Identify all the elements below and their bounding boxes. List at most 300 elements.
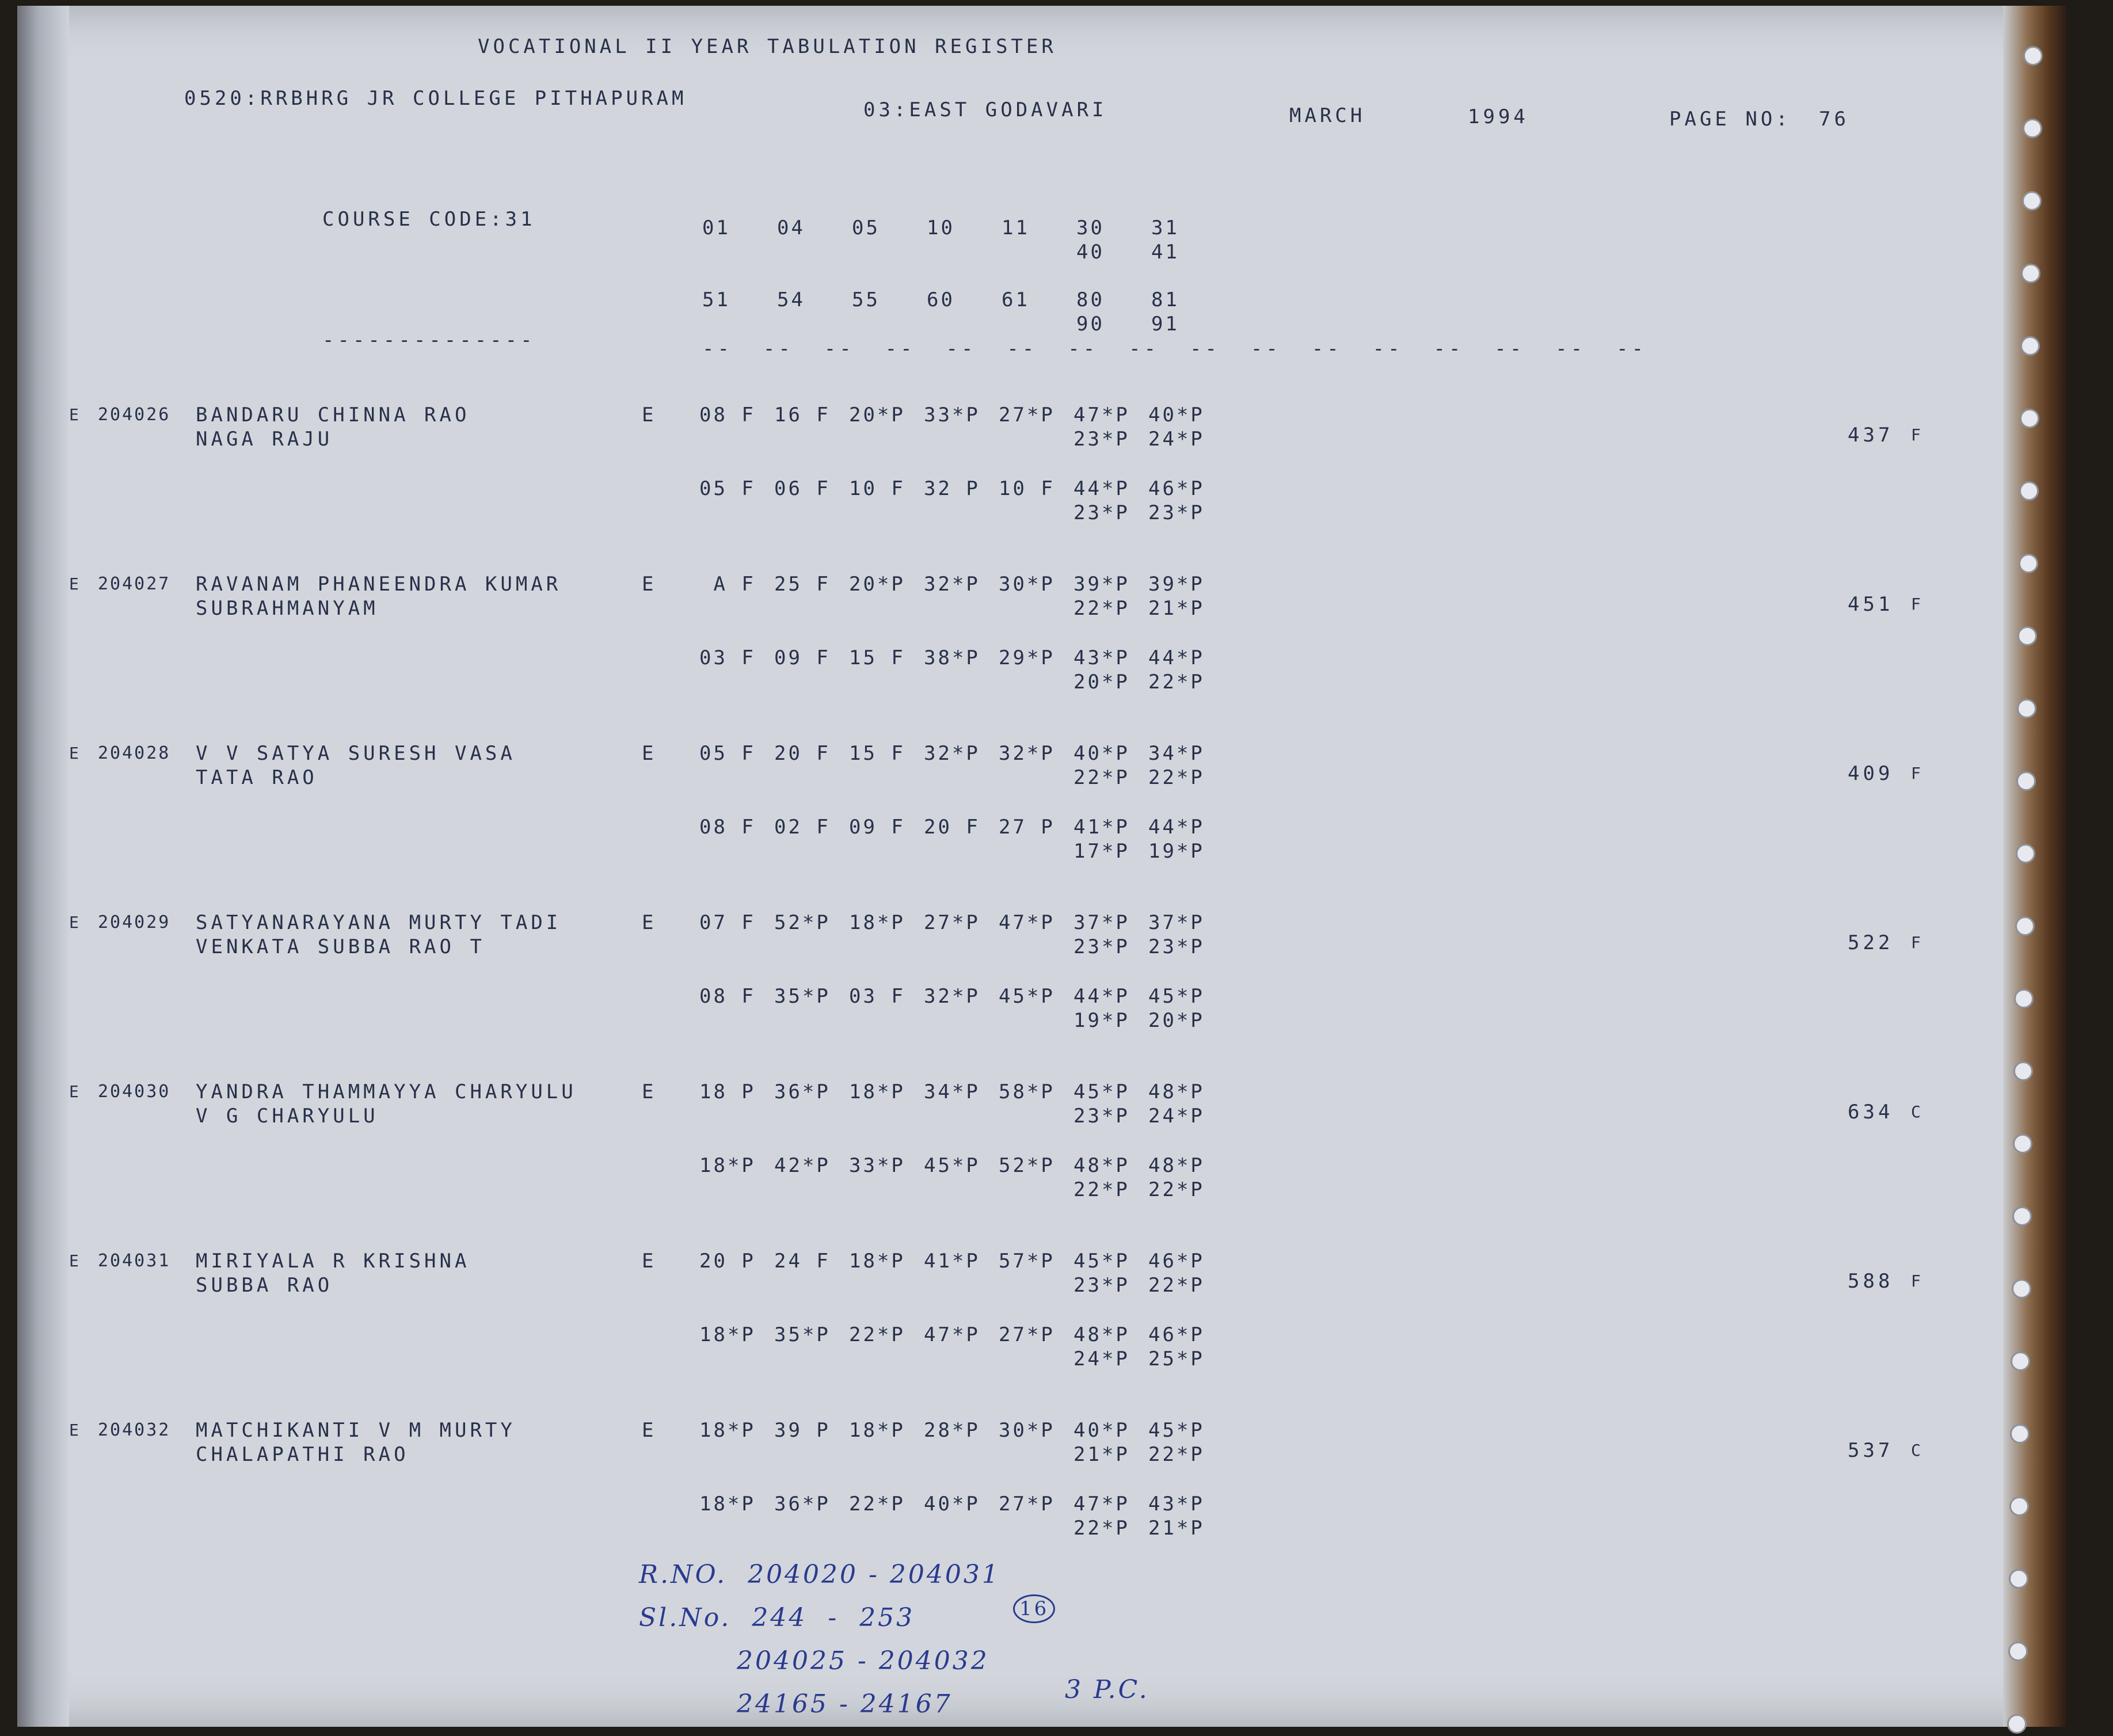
code	[927, 240, 1002, 264]
punch-hole	[2022, 191, 2042, 211]
second-year-marks	[699, 1492, 1223, 1540]
mark-cell	[699, 935, 774, 959]
mark-cell: 35*P	[774, 1323, 831, 1346]
mark-cell	[999, 1273, 1073, 1297]
handwritten-roll-range: R.NO. 204020 - 204031	[639, 1560, 1000, 1589]
father-name: VENKATA SUBBA RAO T	[196, 935, 485, 958]
exam-year: 1994	[1468, 105, 1529, 128]
mark-cell	[924, 427, 999, 451]
mark-cell: 32*P	[924, 985, 980, 1008]
second-year-marks	[699, 1323, 1223, 1371]
mark-cell: 30*P	[999, 1419, 1055, 1442]
mark-cell: 18*P	[849, 1419, 905, 1442]
mark-cell: 27*P	[999, 1493, 1055, 1516]
mark-cell	[699, 596, 774, 620]
mark-cell: 22*P	[1148, 1274, 1205, 1297]
register-title: VOCATIONAL II YEAR TABULATION REGISTER	[478, 35, 1057, 58]
father-name: CHALAPATHI RAO	[196, 1443, 409, 1466]
course-underline: --------------	[322, 329, 536, 352]
roll-number: 204027	[98, 574, 171, 594]
mark-cell	[999, 427, 1073, 451]
page-edge	[2003, 6, 2066, 1727]
mark-cell	[924, 1273, 999, 1297]
mark-cell: 23*P	[1073, 935, 1130, 958]
handwritten-note: 3 P.C.	[1065, 1675, 1149, 1704]
father-name: SUBRAHMANYAM	[196, 597, 379, 620]
punch-hole	[2012, 1279, 2031, 1299]
subject-codes-row2	[702, 288, 1226, 336]
punch-hole	[2013, 1134, 2032, 1153]
record-flag: E	[69, 574, 82, 593]
mark-cell: 22*P	[849, 1493, 905, 1516]
first-year-marks	[699, 403, 1223, 451]
mark-cell: 57*P	[999, 1250, 1055, 1273]
code	[1002, 240, 1076, 264]
student-name: RAVANAM PHANEENDRA KUMAR	[196, 573, 562, 596]
mark-cell	[699, 1347, 774, 1371]
mark-cell: 43*P	[1148, 1493, 1205, 1516]
mark-cell: 08 F	[699, 985, 756, 1008]
mark-cell: 09 F	[774, 646, 831, 669]
mark-cell	[699, 1104, 774, 1128]
mark-cell	[999, 501, 1073, 525]
mark-cell: 52*P	[999, 1154, 1055, 1177]
total-marks: 588	[1848, 1270, 1894, 1293]
mark-cell: 40*P	[1148, 403, 1205, 427]
mark-cell: 45*P	[1073, 1080, 1130, 1103]
mark-cell: 37*P	[1148, 911, 1205, 934]
father-name: V G CHARYULU	[196, 1105, 379, 1128]
code: 80	[1076, 288, 1105, 311]
mark-cell: 24*P	[1148, 1105, 1205, 1128]
mark-cell: 33*P	[849, 1154, 905, 1177]
mark-cell: 25*P	[1148, 1347, 1205, 1370]
mark-cell: A F	[699, 573, 756, 596]
second-year-marks	[699, 477, 1223, 525]
result-code: F	[1911, 595, 1924, 614]
total-marks: 522	[1848, 931, 1894, 954]
mark-cell: 45*P	[999, 985, 1055, 1008]
total-marks: 634	[1848, 1101, 1894, 1124]
mark-cell: 18*P	[699, 1323, 756, 1346]
mark-cell	[699, 670, 774, 694]
mark-cell	[924, 670, 999, 694]
mark-cell: 23*P	[1073, 1105, 1130, 1128]
mark-cell: 16 F	[774, 403, 831, 427]
record-flag: E	[69, 1082, 82, 1101]
mark-cell: 22*P	[1073, 766, 1130, 789]
mark-cell	[924, 766, 999, 790]
mark-cell	[849, 1442, 924, 1467]
record-flag: E	[69, 1421, 82, 1440]
mark-cell: 32 P	[924, 477, 980, 500]
subject-codes-row1	[702, 216, 1226, 264]
second-year-marks	[699, 1153, 1223, 1202]
mark-cell	[849, 1178, 924, 1202]
total-marks: 437	[1848, 424, 1894, 447]
result-code: F	[1911, 1271, 1924, 1290]
student-name: YANDRA THAMMAYYA CHARYULU	[196, 1080, 577, 1103]
mark-cell: 23*P	[1073, 501, 1130, 524]
code: 04	[777, 216, 805, 239]
mark-cell	[699, 1008, 774, 1033]
exam-month: MARCH	[1289, 104, 1366, 127]
first-year-marks	[699, 1418, 1223, 1467]
punch-hole	[2016, 771, 2036, 791]
mark-cell	[774, 1442, 849, 1467]
mark-cell: 08 F	[699, 403, 756, 427]
mark-cell: 44*P	[1073, 985, 1130, 1008]
mark-cell	[849, 1273, 924, 1297]
mark-cell: 48*P	[1148, 1154, 1205, 1177]
column-dashes: -- -- -- -- -- -- -- -- -- -- -- -- -- -- -- --	[702, 337, 1647, 360]
code: 61	[1002, 288, 1030, 311]
mark-cell: 40*P	[1073, 742, 1130, 765]
mark-cell: 44*P	[1148, 816, 1205, 839]
punch-hole	[2019, 481, 2039, 501]
mark-cell: 27 P	[999, 816, 1055, 839]
medium-code: E	[642, 1080, 657, 1103]
mark-cell: 27*P	[999, 1323, 1055, 1346]
code	[852, 312, 927, 336]
mark-cell: 22*P	[1148, 1443, 1205, 1466]
mark-cell: 37*P	[1073, 911, 1130, 934]
course-code-label: COURSE CODE:31	[322, 208, 536, 231]
mark-cell: 43*P	[1073, 646, 1130, 669]
code: 54	[777, 288, 805, 311]
record-flag: E	[69, 913, 82, 932]
result-code: F	[1911, 764, 1924, 783]
second-year-marks	[699, 646, 1223, 694]
mark-cell: 18*P	[849, 911, 905, 934]
handwritten-serial-range: Sl.No. 244 - 253	[639, 1603, 915, 1632]
mark-cell: 47*P	[1073, 1493, 1130, 1516]
mark-cell: 40*P	[924, 1493, 980, 1516]
mark-cell: 23*P	[1073, 428, 1130, 451]
mark-cell: 46*P	[1148, 477, 1205, 500]
mark-cell: 22*P	[1148, 671, 1205, 694]
mark-cell: 18*P	[849, 1250, 905, 1273]
mark-cell: 44*P	[1073, 477, 1130, 500]
result-code: C	[1911, 1441, 1924, 1460]
mark-cell	[924, 501, 999, 525]
mark-cell: 41*P	[1073, 816, 1130, 839]
mark-cell	[999, 1008, 1073, 1033]
roll-number: 204026	[98, 405, 171, 425]
mark-cell: 17*P	[1073, 840, 1130, 863]
mark-cell: 18*P	[699, 1493, 756, 1516]
code: 55	[852, 288, 880, 311]
mark-cell	[699, 1273, 774, 1297]
code: 41	[1151, 241, 1179, 264]
mark-cell: 20*P	[849, 403, 905, 427]
code: 01	[702, 216, 730, 239]
mark-cell: 40*P	[1073, 1419, 1130, 1442]
mark-cell: 03 F	[699, 646, 756, 669]
page-no-label: PAGE NO:	[1669, 108, 1791, 131]
result-code: F	[1911, 933, 1924, 952]
mark-cell	[849, 427, 924, 451]
mark-cell: 36*P	[774, 1493, 831, 1516]
mark-cell: 15 F	[849, 646, 905, 669]
mark-cell: 25 F	[774, 573, 831, 596]
mark-cell	[999, 1442, 1073, 1467]
mark-cell: 32*P	[924, 573, 980, 596]
mark-cell: 52*P	[774, 911, 831, 934]
mark-cell	[774, 766, 849, 790]
mark-cell	[924, 596, 999, 620]
mark-cell: 05 F	[699, 742, 756, 765]
code: 11	[1002, 216, 1030, 239]
record-flag: E	[69, 405, 82, 424]
mark-cell	[774, 1273, 849, 1297]
mark-cell	[849, 1104, 924, 1128]
result-code: C	[1911, 1102, 1924, 1121]
punch-hole	[2010, 1424, 2030, 1444]
code	[702, 312, 777, 336]
mark-cell	[699, 1516, 774, 1540]
mark-cell: 22*P	[849, 1323, 905, 1346]
mark-cell	[924, 1442, 999, 1467]
mark-cell	[774, 935, 849, 959]
code: 05	[852, 216, 880, 239]
father-name: NAGA RAJU	[196, 428, 333, 451]
punch-hole	[2009, 1497, 2029, 1516]
mark-cell	[774, 670, 849, 694]
handwritten-serial-range-2: 24165 - 24167	[737, 1689, 953, 1719]
mark-cell	[849, 1008, 924, 1033]
mark-cell: 36*P	[774, 1080, 831, 1103]
punch-hole	[2016, 844, 2035, 863]
mark-cell: 24*P	[1148, 428, 1205, 451]
mark-cell: 48*P	[1073, 1154, 1130, 1177]
mark-cell	[774, 1178, 849, 1202]
mark-cell	[774, 1104, 849, 1128]
mark-cell: 44*P	[1148, 646, 1205, 669]
mark-cell	[849, 935, 924, 959]
mark-cell	[699, 766, 774, 790]
mark-cell	[699, 427, 774, 451]
mark-cell: 45*P	[1148, 985, 1205, 1008]
code: 90	[1076, 313, 1105, 336]
mark-cell: 39*P	[1073, 573, 1130, 596]
mark-cell: 24 F	[774, 1250, 831, 1273]
total-marks: 537	[1848, 1439, 1894, 1462]
first-year-marks	[699, 1080, 1223, 1128]
record-flag: E	[69, 744, 82, 763]
code	[1002, 312, 1076, 336]
register-page	[17, 6, 2066, 1727]
mark-cell: 58*P	[999, 1080, 1055, 1103]
mark-cell: 28*P	[924, 1419, 980, 1442]
mark-cell: 18*P	[699, 1419, 756, 1442]
code	[702, 240, 777, 264]
mark-cell: 23*P	[1148, 501, 1205, 524]
student-name: SATYANARAYANA MURTY TADI	[196, 911, 562, 934]
mark-cell: 46*P	[1148, 1250, 1205, 1273]
mark-cell: 21*P	[1148, 597, 1205, 620]
mark-cell: 47*P	[999, 911, 1055, 934]
mark-cell: 46*P	[1148, 1323, 1205, 1346]
mark-cell: 07 F	[699, 911, 756, 934]
mark-cell: 39*P	[1148, 573, 1205, 596]
mark-cell: 32*P	[999, 742, 1055, 765]
mark-cell	[924, 1008, 999, 1033]
record-flag: E	[69, 1251, 82, 1270]
first-year-marks	[699, 911, 1223, 959]
mark-cell	[699, 501, 774, 525]
mark-cell: 23*P	[1148, 935, 1205, 958]
district-name: 03:EAST GODAVARI	[863, 98, 1107, 121]
mark-cell: 09 F	[849, 816, 905, 839]
mark-cell	[774, 1516, 849, 1540]
second-year-marks	[699, 984, 1223, 1033]
total-marks: 451	[1848, 593, 1894, 616]
mark-cell: 29*P	[999, 646, 1055, 669]
mark-cell	[999, 766, 1073, 790]
mark-cell	[774, 1347, 849, 1371]
mark-cell: 38*P	[924, 646, 980, 669]
result-code: F	[1911, 425, 1924, 444]
mark-cell: 20*P	[1148, 1009, 1205, 1032]
mark-cell	[699, 1442, 774, 1467]
punch-hole	[2017, 699, 2036, 718]
college-name: 0520:RRBHRG JR COLLEGE PITHAPURAM	[184, 87, 687, 110]
mark-cell	[924, 1104, 999, 1128]
mark-cell: 45*P	[1073, 1250, 1130, 1273]
mark-cell: 47*P	[1073, 403, 1130, 427]
mark-cell: 22*P	[1073, 597, 1130, 620]
mark-cell: 06 F	[774, 477, 831, 500]
mark-cell	[924, 1347, 999, 1371]
mark-cell	[999, 596, 1073, 620]
mark-cell: 27*P	[924, 911, 980, 934]
mark-cell	[774, 596, 849, 620]
mark-cell: 22*P	[1073, 1517, 1130, 1540]
mark-cell: 34*P	[1148, 742, 1205, 765]
first-year-marks	[699, 741, 1223, 790]
mark-cell	[849, 766, 924, 790]
mark-cell: 34*P	[924, 1080, 980, 1103]
punch-hole	[2019, 554, 2038, 573]
mark-cell	[774, 427, 849, 451]
mark-cell: 35*P	[774, 985, 831, 1008]
mark-cell: 30*P	[999, 573, 1055, 596]
second-year-marks	[699, 815, 1223, 863]
mark-cell: 18*P	[699, 1154, 756, 1177]
mark-cell	[699, 1178, 774, 1202]
student-name: MATCHIKANTI V M MURTY	[196, 1419, 516, 1442]
code	[852, 240, 927, 264]
mark-cell	[849, 596, 924, 620]
mark-cell	[924, 1178, 999, 1202]
roll-number: 204028	[98, 743, 171, 763]
mark-cell: 39 P	[774, 1419, 831, 1442]
code: 30	[1076, 216, 1105, 239]
student-name: MIRIYALA R KRISHNA	[196, 1250, 470, 1273]
medium-code: E	[642, 1419, 657, 1442]
mark-cell	[774, 501, 849, 525]
mark-cell: 03 F	[849, 985, 905, 1008]
punch-hole	[2023, 46, 2043, 66]
mark-cell: 45*P	[1148, 1419, 1205, 1442]
mark-cell	[999, 935, 1073, 959]
mark-cell: 24*P	[1073, 1347, 1130, 1370]
code	[777, 312, 852, 336]
mark-cell	[849, 839, 924, 863]
first-year-marks	[699, 572, 1223, 620]
handwritten-roll-range-2: 204025 - 204032	[737, 1646, 989, 1676]
mark-cell	[999, 839, 1073, 863]
roll-number: 204031	[98, 1251, 171, 1271]
medium-code: E	[642, 742, 657, 765]
mark-cell: 47*P	[924, 1323, 980, 1346]
mark-cell: 33*P	[924, 403, 980, 427]
mark-cell	[774, 839, 849, 863]
code	[777, 240, 852, 264]
code: 60	[927, 288, 955, 311]
mark-cell: 45*P	[924, 1154, 980, 1177]
mark-cell: 22*P	[1148, 1178, 1205, 1201]
mark-cell	[849, 670, 924, 694]
mark-cell	[999, 1178, 1073, 1202]
father-name: TATA RAO	[196, 766, 318, 789]
mark-cell: 48*P	[1073, 1323, 1130, 1346]
mark-cell: 10 F	[999, 477, 1055, 500]
mark-cell	[999, 670, 1073, 694]
father-name: SUBBA RAO	[196, 1274, 333, 1297]
mark-cell	[999, 1104, 1073, 1128]
mark-cell	[849, 1516, 924, 1540]
total-marks: 409	[1848, 762, 1894, 785]
code: 91	[1151, 313, 1179, 336]
mark-cell: 05 F	[699, 477, 756, 500]
medium-code: E	[642, 573, 657, 596]
punch-hole	[2020, 409, 2039, 428]
medium-code: E	[642, 911, 657, 934]
mark-cell: 48*P	[1148, 1080, 1205, 1103]
punch-hole	[2015, 916, 2035, 936]
code	[927, 312, 1002, 336]
punch-hole	[2023, 119, 2042, 138]
student-name: BANDARU CHINNA RAO	[196, 403, 470, 427]
medium-code: E	[642, 1250, 657, 1273]
mark-cell: 20*P	[849, 573, 905, 596]
mark-cell	[924, 839, 999, 863]
punch-hole	[2013, 1061, 2033, 1081]
mark-cell: 21*P	[1148, 1517, 1205, 1540]
page-no-value: 76	[1819, 108, 1849, 131]
mark-cell: 10 F	[849, 477, 905, 500]
mark-cell: 02 F	[774, 816, 831, 839]
mark-cell: 19*P	[1073, 1009, 1130, 1032]
mark-cell: 20 P	[699, 1250, 756, 1273]
mark-cell: 18*P	[849, 1080, 905, 1103]
punch-hole	[2008, 1642, 2028, 1661]
mark-cell	[699, 839, 774, 863]
mark-cell: 23*P	[1073, 1274, 1130, 1297]
mark-cell: 22*P	[1148, 766, 1205, 789]
code: 31	[1151, 216, 1179, 239]
mark-cell: 08 F	[699, 816, 756, 839]
code: 40	[1076, 241, 1105, 264]
code: 81	[1151, 288, 1179, 311]
mark-cell: 20*P	[1073, 671, 1130, 694]
roll-number: 204032	[98, 1420, 171, 1440]
punch-hole	[2012, 1206, 2032, 1226]
mark-cell	[849, 1347, 924, 1371]
code: 51	[702, 288, 730, 311]
